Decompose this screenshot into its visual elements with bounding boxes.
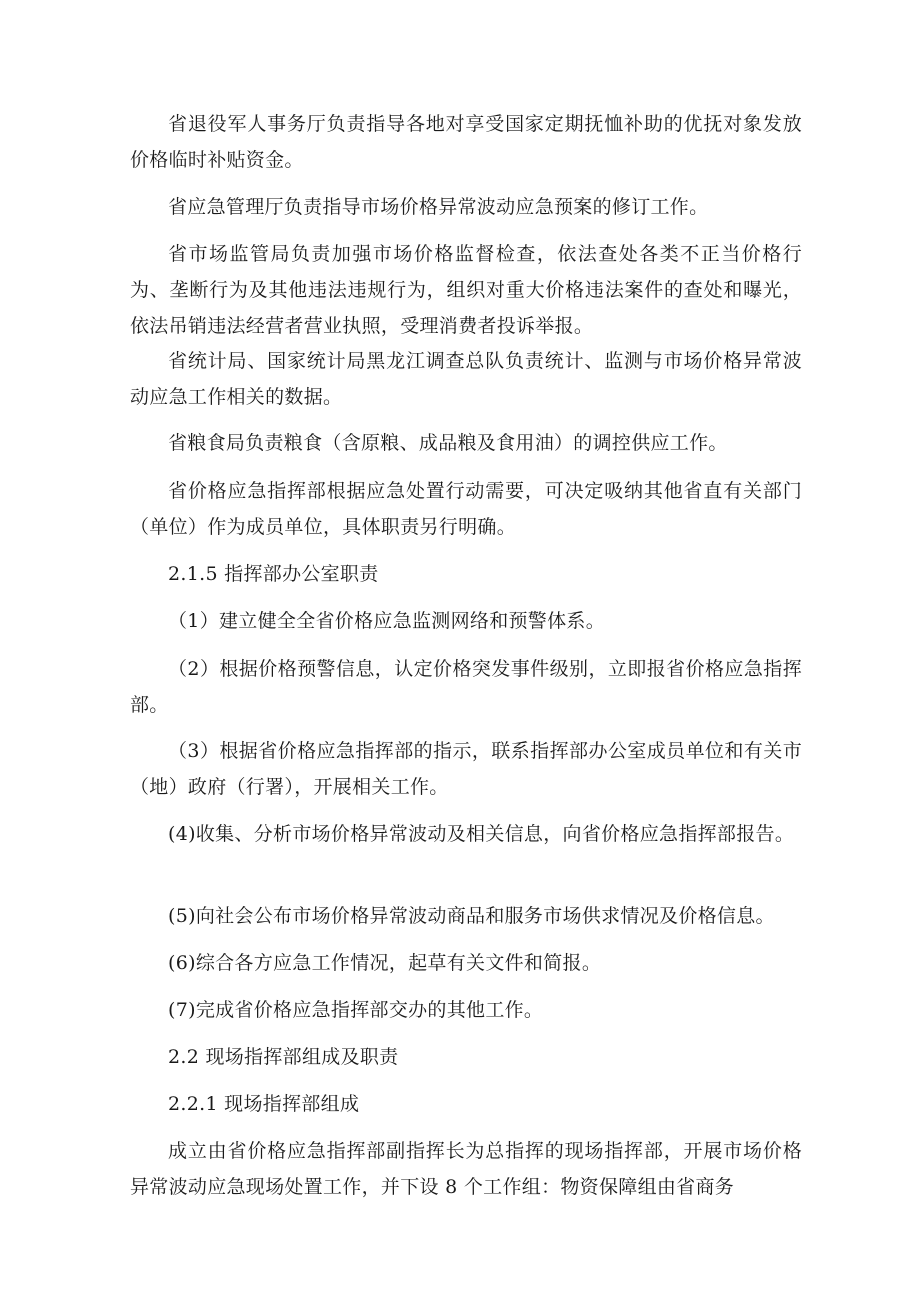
paragraph-emergency-management: 省应急管理厅负责指导市场价格异常波动应急预案的修订工作。 (168, 196, 709, 218)
list-item-2: （2）根据价格预警信息，认定价格突发事件级别，立即报省价格应急指挥部。 (130, 658, 802, 716)
paragraph-grain-bureau: 省粮食局负责粮食（含原粮、成品粮及食用油）的调控供应工作。 (168, 432, 728, 454)
list-item-1: （1）建立健全全省价格应急监测网络和预警体系。 (168, 610, 605, 632)
list-item-5: (5)向社会公布市场价格异常波动商品和服务市场供求情况及价格信息。 (168, 905, 775, 927)
paragraph-veterans-affairs: 省退役军人事务厅负责指导各地对享受国家定期抚恤补助的优抚对象发放价格临时补贴资金。 (130, 113, 802, 171)
paragraph-on-site-command: 成立由省价格应急指挥部副指挥长为总指挥的现场指挥部，开展市场价格异常波动应急现场处置工作，并下设 8 个工作组：物资保障组由省商务 (130, 1140, 802, 1198)
list-item-6: (6)综合各方应急工作情况，起草有关文件和简报。 (168, 952, 602, 974)
section-heading-2-2: 2.2 现场指挥部组成及职责 (168, 1046, 399, 1068)
paragraph-market-supervision: 省市场监管局负责加强市场价格监督检查，依法查处各类不正当价格行为、垄断行为及其他违法违规行为，组织对重大价格违法案件的查处和曝光，依法吊销违法经营者营业执照，受理消费者投诉举报。 (130, 243, 802, 337)
paragraph-statistics-bureau: 省统计局、国家统计局黑龙江调查总队负责统计、监测与市场价格异常波动应急工作相关的数据。 (130, 350, 802, 408)
list-item-3: （3）根据省价格应急指挥部的指示，联系指挥部办公室成员单位和有关市（地）政府（行署），开展相关工作。 (130, 740, 802, 798)
list-item-4: (4)收集、分析市场价格异常波动及相关信息，向省价格应急指挥部报告。 (168, 823, 795, 845)
list-item-7: (7)完成省价格应急指挥部交办的其他工作。 (168, 999, 544, 1021)
section-heading-2-2-1: 2.2.1 现场指挥部组成 (168, 1093, 360, 1115)
paragraph-member-units: 省价格应急指挥部根据应急处置行动需要，可决定吸纳其他省直有关部门（单位）作为成员单位，具体职责另行明确。 (130, 480, 802, 538)
section-heading-2-1-5: 2.1.5 指挥部办公室职责 (168, 563, 379, 585)
